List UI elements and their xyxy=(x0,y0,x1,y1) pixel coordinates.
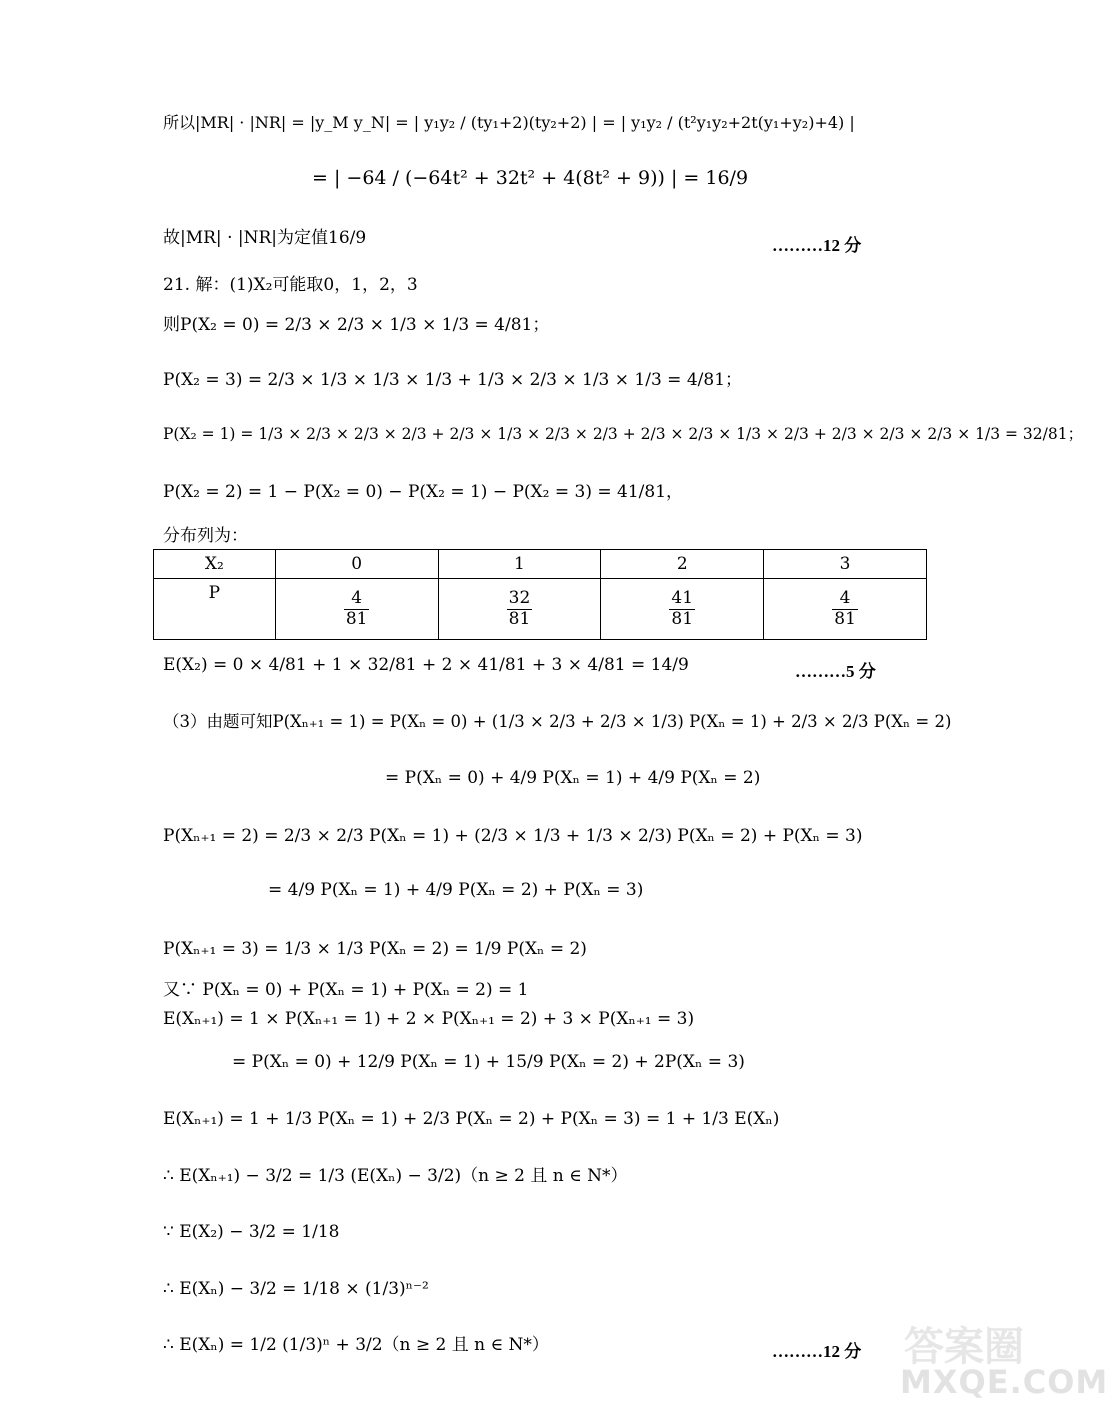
score-marker-12-final: ………12 分 xyxy=(772,1342,862,1361)
watermark-chinese: 答案圈 xyxy=(904,1324,1024,1370)
line-general-term-shifted: ∴ E(Xₙ) − 3/2 = 1/18 × (1/3)ⁿ⁻² xyxy=(163,1279,429,1299)
line-general-term: ∴ E(Xₙ) = 1/2 (1/3)ⁿ + 3/2（n ≥ 2 且 n ∈ N*） xyxy=(163,1335,549,1355)
table-cell xyxy=(438,579,601,640)
line-p-next-2: P(Xₙ₊₁ = 2) = 2/3 × 2/3 P(Xₙ = 1) + (2/3 × 1/3 + 1/3 × 2/3) P(Xₙ = 2) + P(Xₙ = 3) xyxy=(163,826,863,846)
table-cell xyxy=(601,579,764,640)
table-header-cell: 1 xyxy=(438,550,601,579)
fraction: $\frac{32}{81}$ xyxy=(508,587,531,629)
line-p-x2-1: P(X₂ = 1) = 1/3 × 2/3 × 2/3 × 2/3 + 2/3 × 1/3 × 2/3 × 2/3 + 2/3 × 2/3 × 1/3 × 2/3 + 2/3 × 2/3 × 2/3 × 1/3 = 32/81； xyxy=(163,425,1084,443)
line-q3-p-next-1: （3）由题可知P(Xₙ₊₁ = 1) = P(Xₙ = 0) + (1/3 × 2/3 + 2/3 × 1/3) P(Xₙ = 1) + 2/3 × 2/3 P(Xₙ = 2) xyxy=(163,712,952,731)
line-distribution-label: 分布列为： xyxy=(163,526,248,546)
line-expectation-recurrence: E(Xₙ₊₁) = 1 + 1/3 P(Xₙ = 1) + 2/3 P(Xₙ = 2) + P(Xₙ = 3) = 1 + 1/3 E(Xₙ) xyxy=(163,1109,780,1129)
score-marker-5: ………5 分 xyxy=(795,662,876,681)
table-header-cell: 2 xyxy=(601,550,764,579)
line-expectation-next: E(Xₙ₊₁) = 1 × P(Xₙ₊₁ = 1) + 2 × P(Xₙ₊₁ = 2) + 3 × P(Xₙ₊₁ = 3) xyxy=(163,1009,695,1029)
table-header-row xyxy=(154,550,927,579)
table-row xyxy=(154,579,927,640)
line-expectation-next-expanded: = P(Xₙ = 0) + 12/9 P(Xₙ = 1) + 15/9 P(Xₙ = 2) + 2P(Xₙ = 3) xyxy=(232,1052,745,1072)
line-constant-conclusion: 故|MR| · |NR|为定值16/9 xyxy=(163,228,367,248)
line-p-x2-3: P(X₂ = 3) = 2/3 × 1/3 × 1/3 × 1/3 + 1/3 × 2/3 × 1/3 × 1/3 = 4/81； xyxy=(163,370,743,390)
line-mr-nr-simplified: = | −64 / (−64t² + 32t² + 4(8t² + 9)) | = 16/9 xyxy=(312,167,749,189)
line-expectation-x2: E(X₂) = 0 × 4/81 + 1 × 32/81 + 2 × 41/81 + 3 × 4/81 = 14/9 xyxy=(163,655,689,675)
table-row-label: P xyxy=(154,579,276,640)
line-p-next-3: P(Xₙ₊₁ = 3) = 1/3 × 1/3 P(Xₙ = 2) = 1/9 P(Xₙ = 2) xyxy=(163,939,587,959)
fraction: $\frac{41}{81}$ xyxy=(671,587,694,629)
table-header-cell: X₂ xyxy=(154,550,276,579)
watermark-logo xyxy=(900,1315,1108,1405)
line-p-next-2-simplified: = 4/9 P(Xₙ = 1) + 4/9 P(Xₙ = 2) + P(Xₙ = 3) xyxy=(268,880,644,900)
score-marker-12: ………12 分 xyxy=(772,236,862,255)
table-header-cell: 3 xyxy=(764,550,927,579)
line-initial-value: ∵ E(X₂) − 3/2 = 1/18 xyxy=(163,1222,340,1242)
watermark-url: MXQE.COM xyxy=(900,1363,1108,1401)
fraction: $\frac{4}{81}$ xyxy=(834,587,856,629)
line-recurrence-shifted: ∴ E(Xₙ₊₁) − 3/2 = 1/3 (E(Xₙ) − 3/2)（n ≥ 2 且 n ∈ N*） xyxy=(163,1166,628,1186)
table-cell xyxy=(764,579,927,640)
line-q21-intro: 21. 解：(1)X₂可能取0，1，2，3 xyxy=(163,275,418,295)
distribution-table xyxy=(153,549,927,640)
line-p-x2-0: 则P(X₂ = 0) = 2/3 × 2/3 × 1/3 × 1/3 = 4/81； xyxy=(163,315,550,335)
fraction: $\frac{4}{81}$ xyxy=(345,587,368,629)
table-cell xyxy=(275,579,438,640)
line-q3-p-next-1-simplified: = P(Xₙ = 0) + 4/9 P(Xₙ = 1) + 4/9 P(Xₙ = 2) xyxy=(385,768,761,788)
line-p-x2-2: P(X₂ = 2) = 1 − P(X₂ = 0) − P(X₂ = 1) − P(X₂ = 3) = 41/81， xyxy=(163,482,684,502)
table-header-cell: 0 xyxy=(275,550,438,579)
line-probability-sum: 又∵ P(Xₙ = 0) + P(Xₙ = 1) + P(Xₙ = 2) = 1 xyxy=(163,980,529,1000)
line-mr-nr-product: 所以|MR| · |NR| = |y_M y_N| = | y₁y₂ / (ty₁+2)(ty₂+2) | = | y₁y₂ / (t²y₁y₂+2t(y₁+y₂)+4) | xyxy=(163,113,855,132)
